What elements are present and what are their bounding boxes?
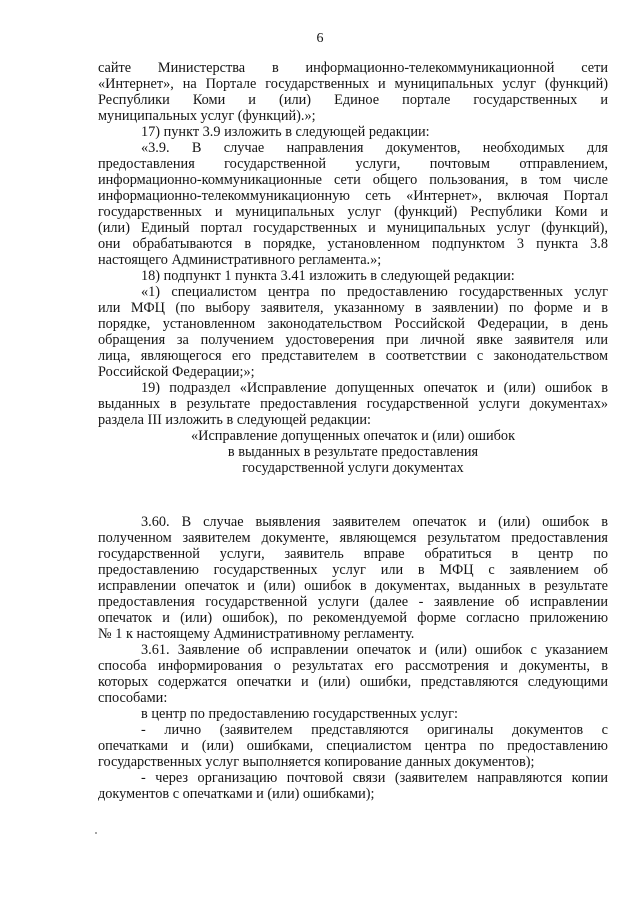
page-number: 6 [316, 31, 324, 46]
text-line: государственных и муниципальных услуг (функций) Республики Коми и [98, 204, 608, 220]
text-line: № 1 к настоящему Административному регламенту. [98, 626, 415, 642]
text-line: «1) специалистом центра по предоставлению государственных услуг [141, 284, 608, 300]
text-line: выданных в результате предоставления государственной услуги документах» [98, 396, 608, 412]
clause-3-60: 3.60. В случае выявления заявителем опечаток и (или) ошибок в [141, 514, 608, 530]
text-line: опечатками и (или) ошибками, специалистом центра по предоставлению [98, 738, 608, 754]
list-item: - через организацию почтовой связи (заявителем направляются копии [141, 770, 608, 786]
text-line: (или) Единый портал государственных и муниципальных услуг (функций), [98, 220, 608, 236]
subsection-title: «Исправление допущенных опечаток и (или) ошибок [190, 428, 516, 444]
text-line: предоставлению государственных услуг или в МФЦ с заявлением об [98, 562, 608, 578]
text-line: государственной услуги, заявитель вправе обратиться в центр по [98, 546, 608, 562]
text-line: предоставления государственной услуги (далее - заявление об исправлении [98, 594, 608, 610]
text-line: опечаток и (или) ошибок), по рекомендуемой форме согласно приложению [98, 610, 608, 626]
item-19-heading: 19) подраздел «Исправление допущенных опечаток и (или) ошибок в [141, 380, 608, 396]
text-line: Российской Федерации;»; [98, 364, 255, 380]
item-17-heading: 17) пункт 3.9 изложить в следующей редакции: [141, 124, 430, 140]
text-line: сайте Министерства в информационно-телекоммуникационной сети [98, 60, 608, 76]
text-line: «3.9. В случае направления документов, необходимых для [141, 140, 608, 156]
text-line: обращения за получением удостоверения при личной явке заявителя или [98, 332, 608, 348]
text-line: они обрабатываются в порядке, установленном подпунктом 3 пункта 3.8 [98, 236, 608, 252]
text-line: Республики Коми и (или) Единое портале государственных и [98, 92, 608, 108]
text-line: государственных услуг выполняется копирование данных документов); [98, 754, 535, 770]
item-18-heading: 18) подпункт 1 пункта 3.41 изложить в следующей редакции: [141, 268, 515, 284]
list-item: - лично (заявителем представляются оригиналы документов с [141, 722, 608, 738]
text-line: документов с опечатками и (или) ошибками); [98, 786, 375, 802]
document-body [98, 60, 608, 802]
text-line: «Интернет», на Портале государственных и муниципальных услуг (функций) [98, 76, 608, 92]
clause-3-61: 3.61. Заявление об исправлении опечаток и (или) ошибок с указанием [141, 642, 608, 658]
text-line: или МФЦ (по выбору заявителя, указанному в заявлении) по форме и в [98, 300, 608, 316]
text-line: которых содержатся опечатки и (или) ошибки, представляются следующими [98, 674, 608, 690]
spacer [98, 476, 608, 514]
text-line: муниципальных услуг (функций).»; [98, 108, 316, 124]
text-line: порядке, установленном законодательством Российской Федерации, в день [98, 316, 608, 332]
text-line: настоящего Административного регламента.»; [98, 252, 382, 268]
text-line: способа информирования о результатах его рассмотрения и документы, в [98, 658, 608, 674]
text-line: лица, являющегося его представителем в соответствии с законодательством [98, 348, 608, 364]
text-line: предоставления государственной услуги, почтовым отправлением, [98, 156, 608, 172]
text-line: полученном заявителем документе, являющемся результатом предоставления [98, 530, 608, 546]
subsection-title: в выданных в результате предоставления [227, 444, 479, 460]
subsection-title: государственной услуги документах [242, 460, 464, 476]
scan-speck [95, 832, 97, 834]
text-line: в центр по предоставлению государственных услуг: [141, 706, 458, 722]
text-line: раздела III изложить в следующей редакции: [98, 412, 371, 428]
text-line: исправлении опечаток и (или) ошибок в документах, выданных в результате [98, 578, 608, 594]
text-line: информационно-коммуникационные сети общего пользования, в том числе [98, 172, 608, 188]
text-line: информационно-телекоммуникационную сеть «Интернет», включая Портал [98, 188, 608, 204]
text-line: способами: [98, 690, 168, 706]
